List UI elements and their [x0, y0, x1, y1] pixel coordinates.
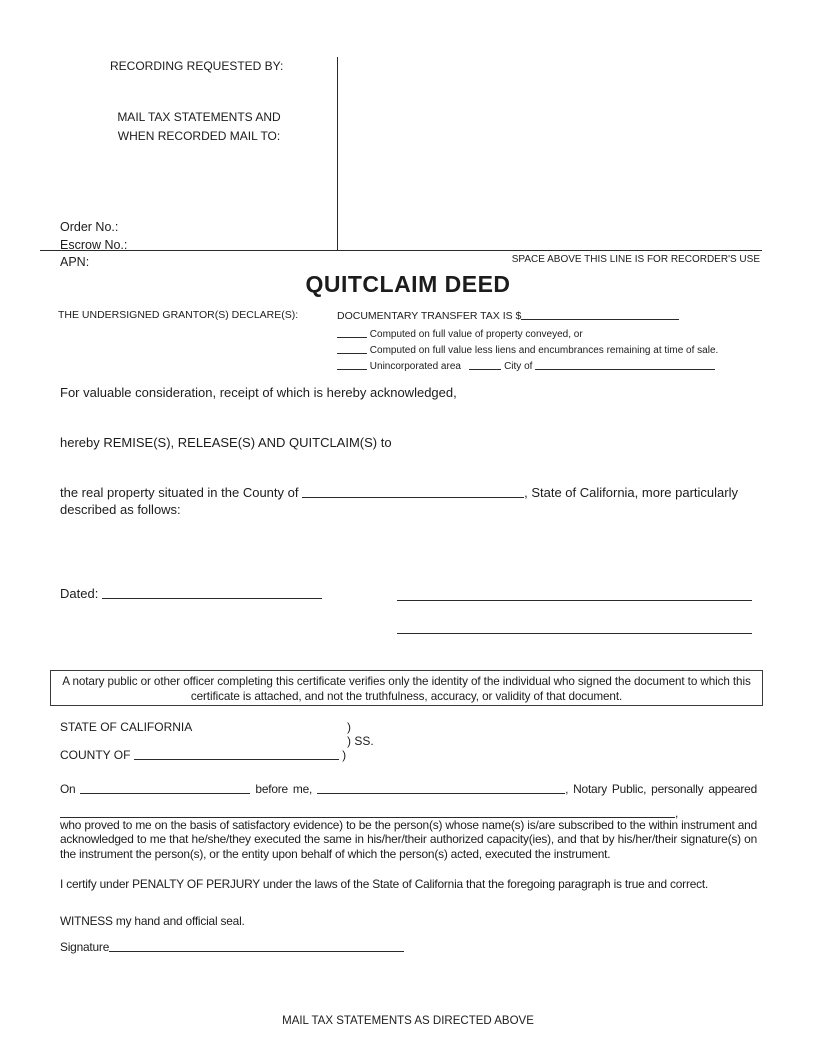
property-suffix: , State of California, more particularly described as follows:: [60, 485, 738, 517]
proof-paragraph: who proved to me on the basis of satisfactory evidence) to be the person(s) whose name(s) is/are subscribed to the within instrument and acknowledged to me that he/she/they executed the same in his/her/their authorized capacity(ies), and that by his/her/their signature(s) on the instrument the person(s), or the entity upon behalf of which the person(s) acted, executed the instrument.: [60, 818, 757, 861]
transfer-tax-line: [337, 308, 679, 322]
ack-county-blank: [134, 748, 339, 760]
notary-name-blank: [317, 782, 565, 794]
mail-tax-statements-label: [88, 108, 310, 146]
on-label: On: [60, 782, 76, 796]
county-line: [60, 748, 346, 763]
property-description-line: [60, 484, 760, 518]
recorder-use-note: SPACE ABOVE THIS LINE IS FOR RECORDER'S USE: [511, 254, 760, 265]
recording-requested-by-label: RECORDING REQUESTED BY:: [110, 59, 284, 73]
grantor-signature-line-2: [397, 633, 752, 634]
property-prefix: the real property situated in the County of: [60, 485, 299, 500]
transfer-tax-label: DOCUMENTARY TRANSFER TAX IS $: [337, 310, 522, 322]
escrow-no-label: Escrow No.:: [60, 238, 128, 252]
tax-option-unincorporated-line: [337, 358, 715, 373]
appeared-names-blank: [60, 806, 675, 818]
city-of-label: City of: [504, 361, 533, 372]
remise-line: hereby REMISE(S), RELEASE(S) AND QUITCLAIM(S) to: [60, 435, 392, 450]
city-name-blank: [535, 358, 715, 370]
dated-line: [60, 587, 322, 602]
grantor-signature-line-1: [397, 600, 752, 601]
transfer-tax-amount-blank: [521, 308, 679, 320]
mail-tax-line1: MAIL TAX STATEMENTS AND: [117, 110, 281, 124]
signature-label: Signature: [60, 940, 110, 954]
county-name-blank: [302, 486, 524, 498]
witness-line: WITNESS my hand and official seal.: [60, 914, 245, 928]
ss-label: ) SS.: [347, 734, 374, 748]
tax-option-full-value-check-blank: [337, 326, 367, 338]
mail-tax-line2: WHEN RECORDED MAIL TO:: [117, 129, 281, 143]
tax-option-full-value-line: [337, 326, 583, 341]
grantor-declares-label: THE UNDERSIGNED GRANTOR(S) DECLARE(S):: [58, 309, 299, 321]
consideration-line: For valuable consideration, receipt of which is hereby acknowledged,: [60, 385, 457, 400]
dated-blank: [102, 587, 322, 599]
before-me-label: before me,: [255, 782, 313, 796]
certify-paragraph: I certify under PENALTY OF PERJURY under the laws of the State of California that the foregoing paragraph is true and correct.: [60, 877, 709, 891]
notary-suffix: , Notary Public, personally appeared: [565, 782, 757, 796]
page-title: QUITCLAIM DEED: [305, 271, 511, 297]
county-label: COUNTY OF: [60, 748, 131, 762]
notary-signature-line: [60, 940, 404, 955]
dated-label: Dated:: [60, 586, 99, 601]
recorder-column-divider: [337, 57, 338, 250]
ack-date-blank: [80, 782, 250, 794]
recorder-space-divider: [40, 250, 762, 251]
footer-note: MAIL TAX STATEMENTS AS DIRECTED ABOVE: [282, 1015, 534, 1027]
tax-option-full-value-label: Computed on full value of property conveyed, or: [369, 329, 583, 340]
notary-notice-box: A notary public or other officer completing this certificate verifies only the identity of the individual who signed the document to which this certificate is attached, and not the truthfulness, accuracy, or validity of that document.: [50, 670, 763, 706]
unincorporated-label: Unincorporated area: [369, 361, 461, 372]
tax-option-less-liens-check-blank: [337, 342, 367, 354]
state-label: STATE OF CALIFORNIA: [60, 720, 193, 734]
notary-signature-blank: [109, 940, 404, 952]
tax-option-less-liens-line: [337, 342, 718, 357]
tax-option-less-liens-label: Computed on full value less liens and encumbrances remaining at time of sale.: [369, 345, 719, 356]
state-paren: ): [347, 720, 351, 734]
city-check-blank: [469, 358, 501, 370]
order-no-label: Order No.:: [60, 220, 119, 234]
unincorporated-check-blank: [337, 358, 367, 370]
appeared-comma: ,: [675, 806, 679, 820]
apn-label: APN:: [60, 255, 90, 269]
county-paren: ): [342, 748, 347, 762]
